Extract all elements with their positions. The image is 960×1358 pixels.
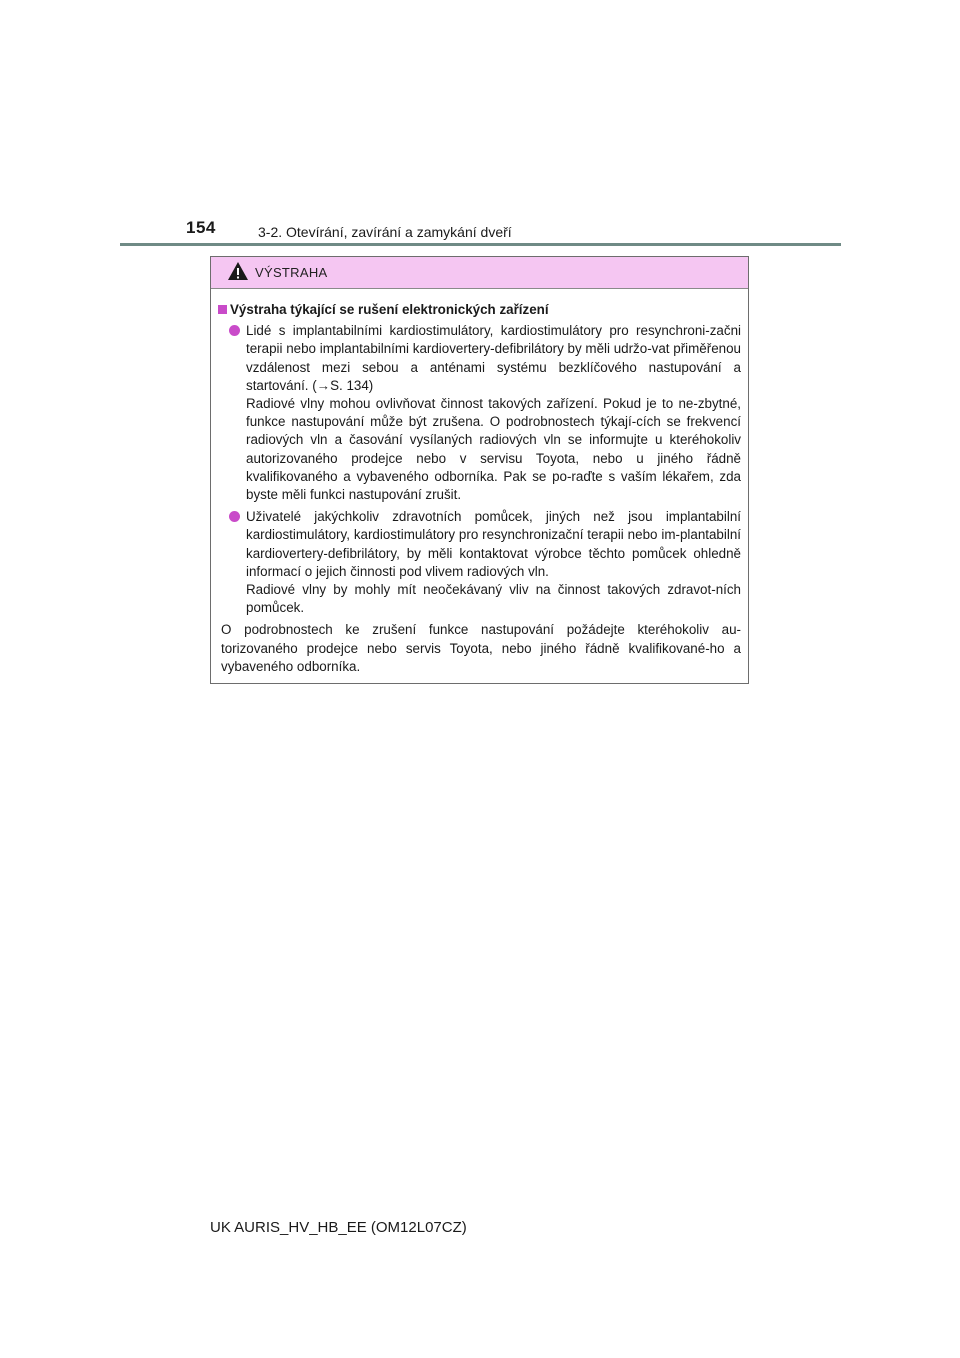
- header-rule: [120, 243, 841, 246]
- section-title: 3-2. Otevírání, zavírání a zamykání dveří: [258, 224, 512, 240]
- paragraph: Lidé s implantabilními kardiostimulátory, kardiostimulátory pro resynchroni-začni terapii nebo implantabilními kardiovertery-defibrilátory by měli udržo-vat přiměřenou vzdálenost mezi sebou a anténami systému bezklíčového nastupování a startování. (→S. 134): [246, 323, 741, 393]
- warning-triangle-icon: [227, 261, 249, 281]
- paragraph: Uživatelé jakýchkoliv zdravotních pomůcek, jiných než jsou implantabilní kardiostimulátory, kardiostimulátory pro resynchronizační terapii nebo im-plantabilní kardiovertery-defibrilátory, by měli kontaktovat výrobce těchto pomůcek ohledně informací o jejich činnosti pod vlivem radiových vln.: [246, 509, 741, 579]
- dot-bullet-icon: [229, 325, 240, 336]
- footer-code: UK AURIS_HV_HB_EE (OM12L07CZ): [210, 1219, 467, 1236]
- list-item-text: [246, 322, 741, 504]
- page-number: 154: [186, 218, 216, 237]
- paragraph: Radiové vlny by mohly mít neočekávaný vliv na činnost takových zdravot-ních pomůcek.: [246, 582, 741, 616]
- warning-header: [211, 257, 748, 289]
- warning-body: [211, 289, 748, 676]
- list-item: [229, 322, 741, 504]
- dot-bullet-icon: [229, 511, 240, 522]
- paragraph: Radiové vlny mohou ovlivňovat činnost takových zařízení. Pokud je to ne-zbytné, funkce nastupování může být zrušena. O podrobnostech týkají-cích se frekvencí radiových vln a časování vysílaných radiových vln se informujte u kteréhokoliv autorizovaného prodejce nebo v servisu Toyota, nebo u jiného řádně kvalifikovaného a vybaveného odborníka. Pak se po-raďte s vaším lékařem, zda byste měli funkci nastupování zrušit.: [246, 396, 741, 503]
- subheading-text: Výstraha týkající se rušení elektronických zařízení: [230, 302, 549, 317]
- list-item-text: [246, 508, 741, 617]
- closing-paragraph: O podrobnostech ke zrušení funkce nastupování požádejte kteréhokoliv au-torizovaného prodejce nebo servis Toyota, nebo jiného řádně kvalifikované-ho a vybaveného odborníka.: [221, 622, 741, 674]
- warning-label: VÝSTRAHA: [255, 265, 328, 280]
- square-bullet-icon: [218, 305, 227, 314]
- list-item: [229, 508, 741, 617]
- warning-box: [210, 256, 749, 684]
- warning-subheading: [218, 301, 741, 319]
